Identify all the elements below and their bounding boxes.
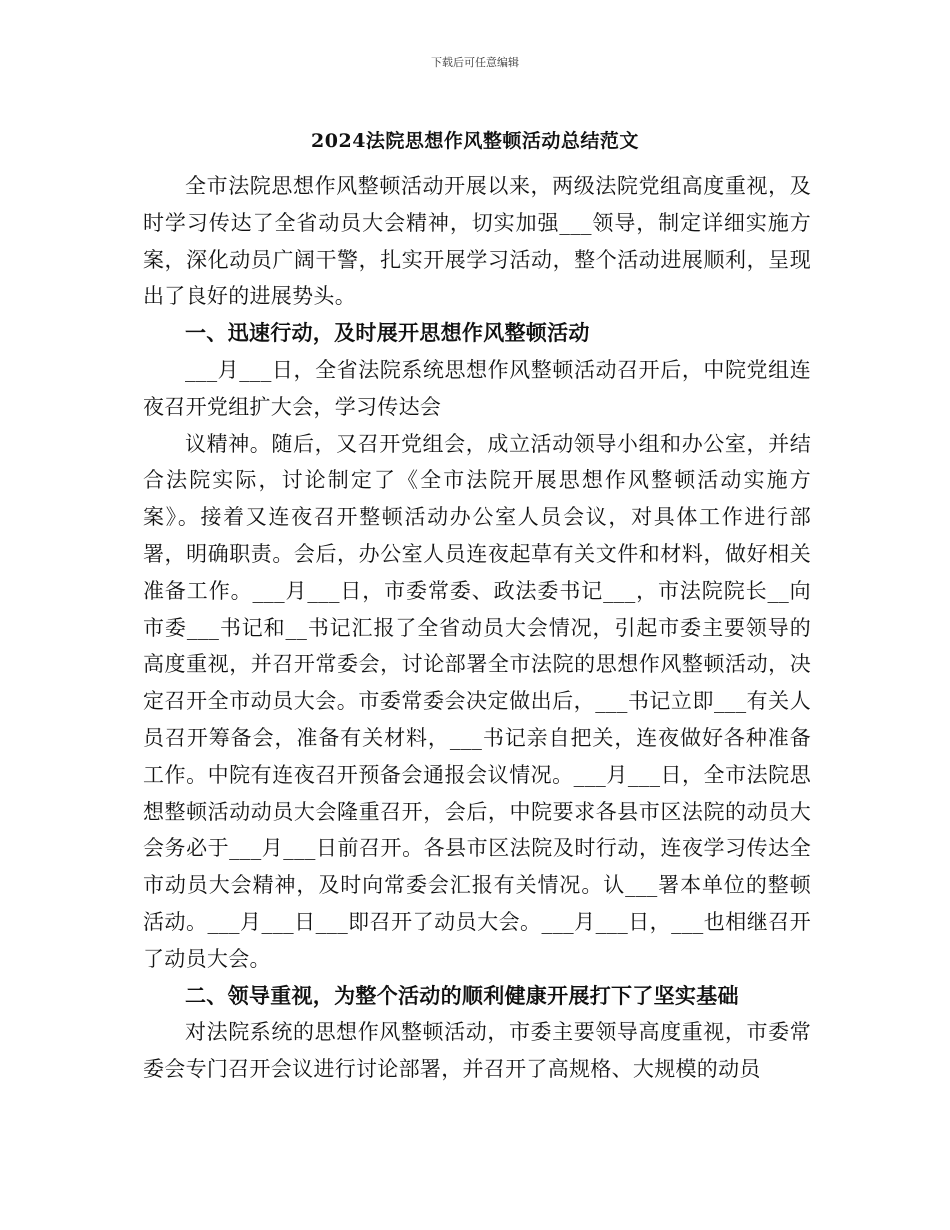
section-heading-1: 一、迅速行动，及时展开思想作风整顿活动 <box>185 320 590 346</box>
paragraph-section1-b: 议精神。随后，又召开党组会，成立活动领导小组和办公室，并结合法院实际，讨论制定了《全市法院开展思想作风整顿活动实施方案》。接着又连夜召开整顿活动办公室人员会议，对具体工作进行部署，明确职责。会后，办公室人员连夜起草有关文件和材料，做好相关准备工作。___月___日，市委常委、政法委书记___，市法院院长__向市委___书记和__书记汇报了全省动员大会情况，引起市委主要领导的高度重视，并召开常委会，讨论部署全市法院的思想作风整顿活动，决定召开全市动员大会。市委常委会决定做出后，___书记立即___有关人员召开筹备会，准备有关材料，___书记亲自把关，连夜做好各种准备工作。中院有连夜召开预备会通报会议情况。___月___日，全市法院思想整顿活动动员大会隆重召开，会后，中院要求各县市区法院的动员大会务必于___月___日前召开。各县市区法院及时行动，连夜学习传达全市动员大会精神，及时向常委会汇报有关情况。认___署本单位的整顿活动。___月___日___即召开了动员大会。___月___日，___也相继召开了动员大会。 <box>143 431 811 971</box>
paragraph-section2-a: 对法院系统的思想作风整顿活动，市委主要领导高度重视，市委常委会专门召开会议进行讨论部署，并召开了高规格、大规模的动员 <box>143 1020 811 1082</box>
document-body <box>143 168 811 1088</box>
document-title: 2024法院思想作风整顿活动总结范文 <box>311 130 639 152</box>
section-heading-2: 二、领导重视，为整个活动的顺利健康开展打下了坚实基础 <box>185 982 739 1008</box>
paragraph-intro: 全市法院思想作风整顿活动开展以来，两级法院党组高度重视，及时学习传达了全省动员大会精神，切实加强___领导，制定详细实施方案，深化动员广阔干警，扎实开展学习活动，整个活动进展顺利，呈现出了良好的进展势头。 <box>143 174 811 309</box>
paragraph-section1-a: ___月___日，全省法院系统思想作风整顿活动召开后，中院党组连夜召开党组扩大会，学习传达会 <box>143 357 811 419</box>
page-header-note: 下载后可任意编辑 <box>431 56 519 69</box>
